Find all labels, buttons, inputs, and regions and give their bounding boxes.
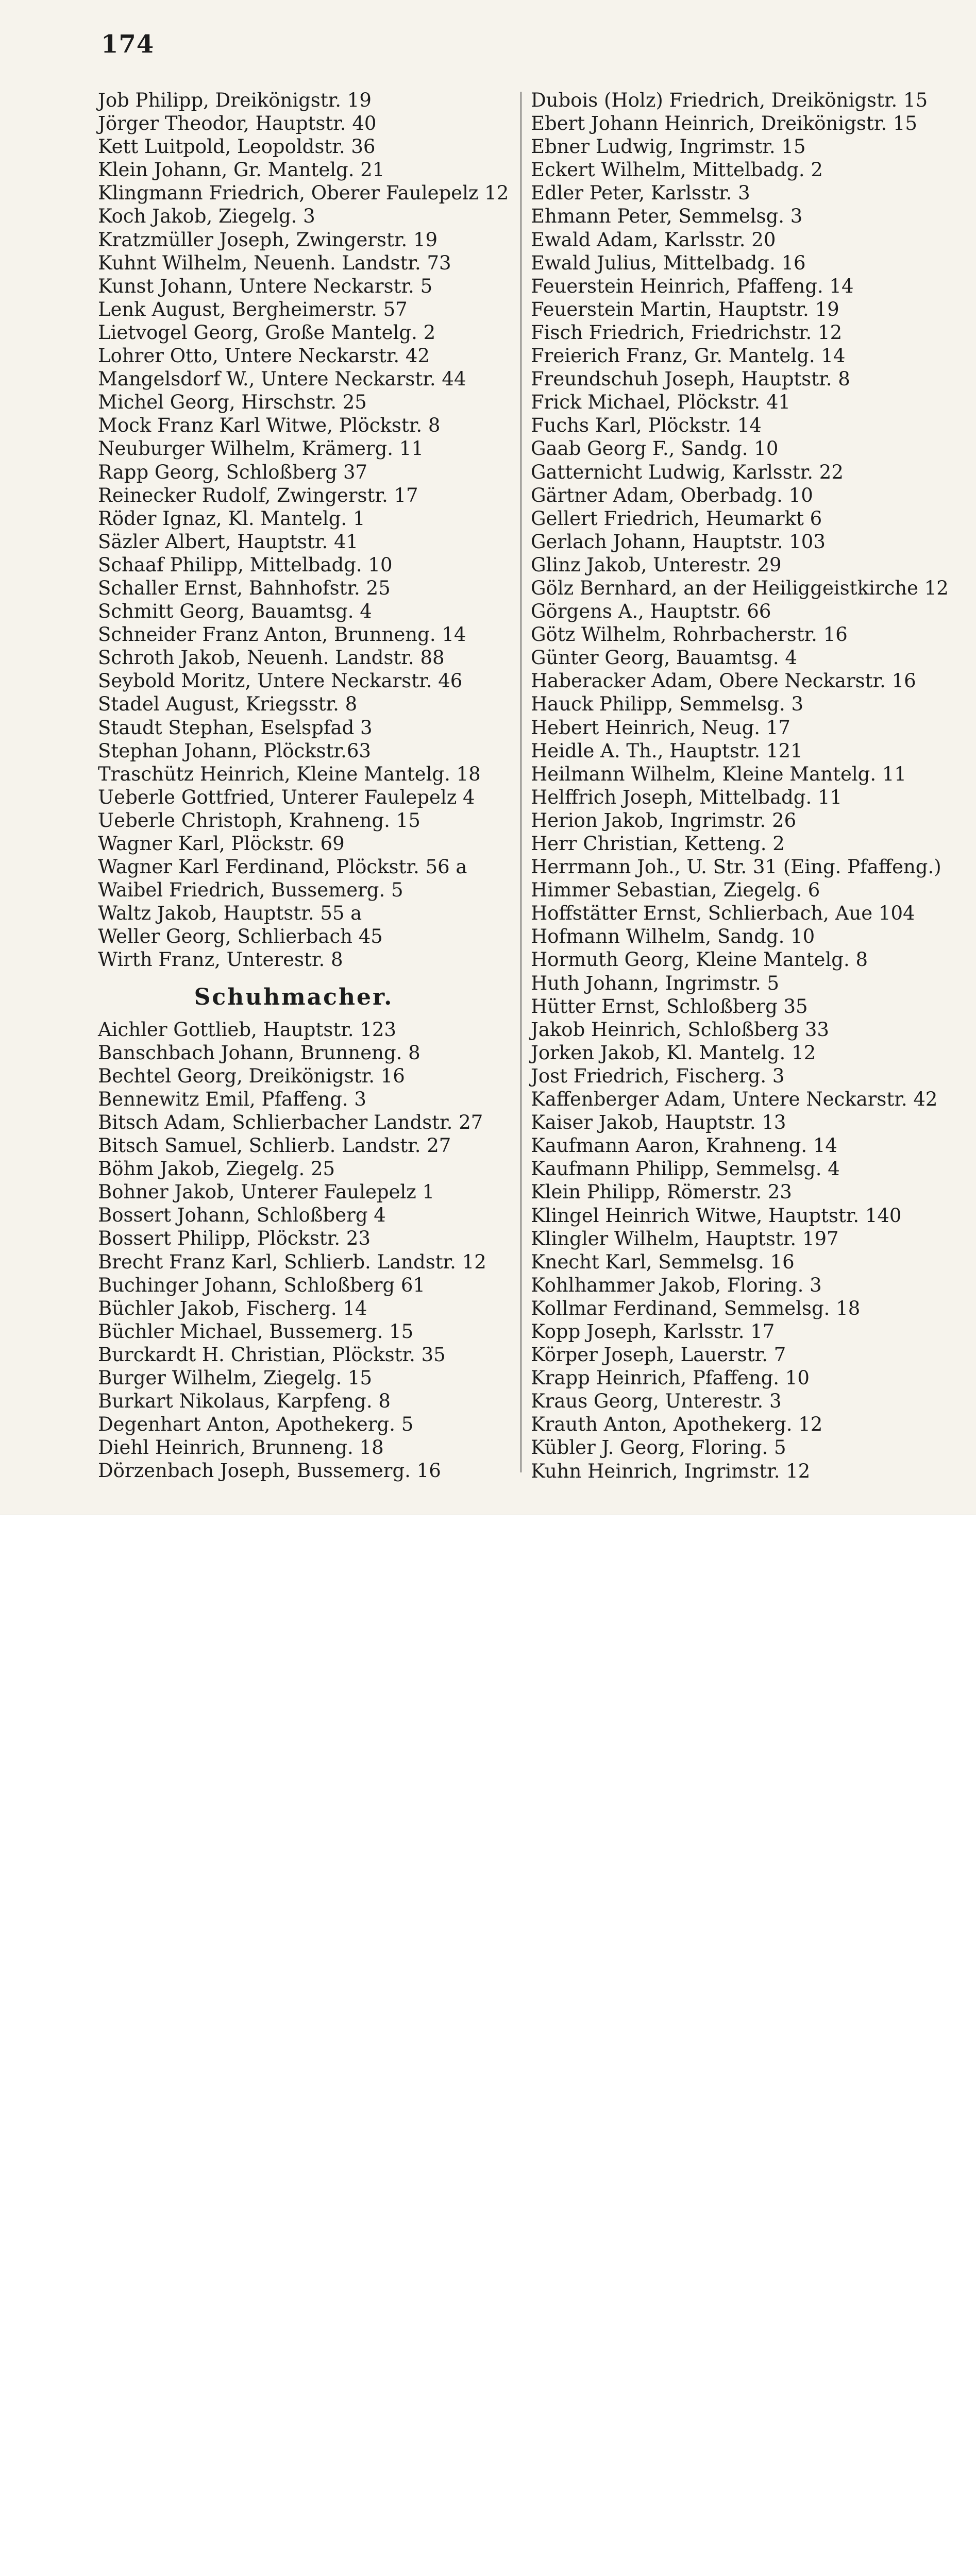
directory-entry: Schroth Jakob, Neuenh. Landstr. 88 [98, 647, 445, 669]
directory-entry: Traschütz Heinrich, Kleine Mantelg. 18 [98, 762, 481, 785]
directory-entry: Rapp Georg, Schloßberg 37 [98, 461, 368, 483]
directory-entry: Jörger Theodor, Hauptstr. 40 [98, 112, 377, 135]
directory-entry: Bitsch Samuel, Schlierb. Landstr. 27 [98, 1134, 451, 1157]
directory-entry: Ewald Adam, Karlsstr. 20 [531, 228, 776, 251]
directory-entry: Weller Georg, Schlierbach 45 [98, 925, 383, 948]
directory-entry: Aichler Gottlieb, Hauptstr. 123 [98, 1018, 396, 1041]
directory-entry: Neuburger Wilhelm, Krämerg. 11 [98, 437, 424, 460]
directory-entry: Heilmann Wilhelm, Kleine Mantelg. 11 [531, 762, 906, 785]
directory-entry: Herr Christian, Ketteng. 2 [531, 833, 785, 855]
directory-entry: Knecht Karl, Semmelsg. 16 [531, 1250, 795, 1273]
directory-entry: Burkart Nikolaus, Karpfeng. 8 [98, 1390, 391, 1413]
directory-entry: Degenhart Anton, Apothekerg. 5 [98, 1413, 414, 1436]
directory-entry: Kuhnt Wilhelm, Neuenh. Landstr. 73 [98, 251, 451, 274]
directory-entry: Klein Philipp, Römerstr. 23 [531, 1181, 792, 1204]
directory-entry: Jakob Heinrich, Schloßberg 33 [531, 1018, 829, 1041]
directory-entry: Kraus Georg, Unterestr. 3 [531, 1390, 782, 1413]
directory-entry: Böhm Jakob, Ziegelg. 25 [98, 1158, 335, 1180]
directory-entry: Gärtner Adam, Oberbadg. 10 [531, 484, 813, 506]
directory-entry: Klingler Wilhelm, Hauptstr. 197 [531, 1227, 839, 1250]
directory-entry: Waltz Jakob, Hauptstr. 55 a [98, 902, 362, 925]
directory-entry: Frick Michael, Plöckstr. 41 [531, 391, 790, 414]
directory-entry: Klein Johann, Gr. Mantelg. 21 [98, 159, 385, 181]
directory-entry: Mock Franz Karl Witwe, Plöckstr. 8 [98, 414, 441, 437]
directory-entry: Stephan Johann, Plöckstr.63 [98, 739, 371, 762]
directory-entry: Herion Jakob, Ingrimstr. 26 [531, 809, 797, 832]
directory-entry: Ebert Johann Heinrich, Dreikönigstr. 15 [531, 112, 917, 135]
directory-entry: Waibel Friedrich, Bussemerg. 5 [98, 879, 403, 902]
directory-entry: Fisch Friedrich, Friedrichstr. 12 [531, 321, 843, 344]
directory-entry: Hebert Heinrich, Neug. 17 [531, 716, 790, 739]
directory-entry: Hofmann Wilhelm, Sandg. 10 [531, 925, 815, 948]
left-entries-top [98, 89, 520, 972]
directory-entry: Wagner Karl Ferdinand, Plöckstr. 56 a [98, 856, 467, 878]
directory-entry: Kaufmann Aaron, Krahneng. 14 [531, 1134, 837, 1157]
section-heading: Schuhmacher. [194, 984, 394, 1010]
directory-entry: Kübler J. Georg, Floring. 5 [531, 1436, 786, 1459]
directory-entry: Schaller Ernst, Bahnhofstr. 25 [98, 577, 391, 599]
directory-entry: Götz Wilhelm, Rohrbacherstr. 16 [531, 623, 848, 646]
directory-entry: Freierich Franz, Gr. Mantelg. 14 [531, 345, 846, 367]
footer-bar [0, 1515, 976, 1590]
directory-entry: Görgens A., Hauptstr. 66 [531, 600, 771, 623]
directory-entry: Lenk August, Bergheimerstr. 57 [98, 298, 408, 320]
directory-entry: Klingmann Friedrich, Oberer Faulepelz 12 [98, 182, 509, 205]
directory-entry: Ebner Ludwig, Ingrimstr. 15 [531, 135, 806, 158]
directory-entry: Kunst Johann, Untere Neckarstr. 5 [98, 275, 433, 297]
directory-entry: Kaiser Jakob, Hauptstr. 13 [531, 1111, 786, 1134]
directory-entry: Mangelsdorf W., Untere Neckarstr. 44 [98, 368, 466, 391]
directory-entry: Gellert Friedrich, Heumarkt 6 [531, 507, 822, 530]
directory-entry: Burckardt H. Christian, Plöckstr. 35 [98, 1343, 446, 1366]
left-column [98, 89, 520, 1482]
directory-entry: Kopp Joseph, Karlsstr. 17 [531, 1320, 775, 1343]
directory-entry: Gölz Bernhard, an der Heiliggeistkirche 12 [531, 577, 949, 599]
directory-entry: Bohner Jakob, Unterer Faulepelz 1 [98, 1181, 435, 1204]
directory-entry: Kratzmüller Joseph, Zwingerstr. 19 [98, 228, 438, 251]
directory-entry: Kuhn Heinrich, Ingrimstr. 12 [531, 1460, 811, 1482]
directory-entry: Hoffstätter Ernst, Schlierbach, Aue 104 [531, 902, 915, 925]
directory-entry: Banschbach Johann, Brunneng. 8 [98, 1041, 420, 1064]
directory-entry: Dubois (Holz) Friedrich, Dreikönigstr. 15 [531, 89, 928, 111]
directory-entry: Hormuth Georg, Kleine Mantelg. 8 [531, 948, 868, 971]
directory-entry: Lietvogel Georg, Große Mantelg. 2 [98, 321, 436, 344]
directory-entry: Schaaf Philipp, Mittelbadg. 10 [98, 553, 393, 576]
directory-entry: Hauck Philipp, Semmelsg. 3 [531, 693, 804, 716]
directory-entry: Edler Peter, Karlsstr. 3 [531, 182, 750, 205]
right-column [531, 89, 964, 1483]
directory-entry: Bossert Philipp, Plöckstr. 23 [98, 1227, 371, 1250]
directory-entry: Kett Luitpold, Leopoldstr. 36 [98, 135, 376, 158]
directory-entry: Herrmann Joh., U. Str. 31 (Eing. Pfaffeng.) [531, 856, 941, 878]
directory-entry: Kaufmann Philipp, Semmelsg. 4 [531, 1158, 840, 1180]
directory-entry: Gerlach Johann, Hauptstr. 103 [531, 530, 826, 553]
directory-entry: Jorken Jakob, Kl. Mantelg. 12 [531, 1041, 816, 1064]
directory-entry: Bechtel Georg, Dreikönigstr. 16 [98, 1064, 405, 1087]
directory-entry: Helffrich Joseph, Mittelbadg. 11 [531, 786, 843, 808]
directory-entry: Wirth Franz, Unterestr. 8 [98, 948, 343, 971]
directory-entry: Wagner Karl, Plöckstr. 69 [98, 833, 345, 855]
directory-entry: Haberacker Adam, Obere Neckarstr. 16 [531, 670, 916, 692]
directory-entry: Himmer Sebastian, Ziegelg. 6 [531, 879, 820, 902]
directory-entry: Koch Jakob, Ziegelg. 3 [98, 205, 315, 228]
directory-entry: Bennewitz Emil, Pfaffeng. 3 [98, 1088, 366, 1110]
directory-entry: Körper Joseph, Lauerstr. 7 [531, 1344, 786, 1366]
directory-entry: Huth Johann, Ingrimstr. 5 [531, 972, 780, 994]
directory-entry: Diehl Heinrich, Brunneng. 18 [98, 1436, 384, 1459]
directory-entry: Hütter Ernst, Schloßberg 35 [531, 995, 808, 1018]
directory-entry: Michel Georg, Hirschstr. 25 [98, 391, 367, 414]
directory-entry: Brecht Franz Karl, Schlierb. Landstr. 12 [98, 1250, 486, 1273]
page-number: 174 [101, 30, 155, 59]
directory-entry: Schmitt Georg, Bauamtsg. 4 [98, 600, 372, 623]
directory-entry: Dörzenbach Joseph, Bussemerg. 16 [98, 1460, 441, 1482]
directory-entry: Heidle A. Th., Hauptstr. 121 [531, 739, 803, 762]
directory-entry: Stadel August, Kriegsstr. 8 [98, 693, 358, 716]
directory-entry: Kollmar Ferdinand, Semmelsg. 18 [531, 1297, 861, 1319]
directory-entry: Jost Friedrich, Fischerg. 3 [531, 1064, 785, 1087]
directory-entry: Buchinger Johann, Schloßberg 61 [98, 1274, 425, 1296]
directory-entry: Klingel Heinrich Witwe, Hauptstr. 140 [531, 1204, 902, 1227]
directory-entry: Ueberle Gottfried, Unterer Faulepelz 4 [98, 786, 475, 808]
directory-entry: Seybold Moritz, Untere Neckarstr. 46 [98, 670, 463, 692]
directory-entry: Feuerstein Martin, Hauptstr. 19 [531, 298, 839, 320]
directory-entry: Säzler Albert, Hauptstr. 41 [98, 530, 359, 553]
directory-entry: Büchler Jakob, Fischerg. 14 [98, 1297, 367, 1319]
directory-entry: Job Philipp, Dreikönigstr. 19 [98, 89, 372, 111]
directory-entry: Glinz Jakob, Unterestr. 29 [531, 553, 782, 576]
directory-entry: Bitsch Adam, Schlierbacher Landstr. 27 [98, 1111, 483, 1133]
directory-entry: Schneider Franz Anton, Brunneng. 14 [98, 623, 466, 646]
left-entries-bottom [98, 1018, 520, 1483]
directory-entry: Feuerstein Heinrich, Pfaffeng. 14 [531, 275, 854, 297]
directory-entry: Ueberle Christoph, Krahneng. 15 [98, 809, 420, 832]
directory-entry: Röder Ignaz, Kl. Mantelg. 1 [98, 507, 365, 530]
directory-entry: Günter Georg, Bauamtsg. 4 [531, 647, 797, 669]
directory-entry: Ehmann Peter, Semmelsg. 3 [531, 205, 803, 228]
directory-entry: Fuchs Karl, Plöckstr. 14 [531, 414, 762, 437]
directory-entry: Lohrer Otto, Untere Neckarstr. 42 [98, 345, 430, 367]
directory-entry: Krauth Anton, Apothekerg. 12 [531, 1413, 823, 1436]
directory-entry: Krapp Heinrich, Pfaffeng. 10 [531, 1367, 810, 1389]
directory-entry: Gaab Georg F., Sandg. 10 [531, 437, 779, 460]
directory-entry: Bossert Johann, Schloßberg 4 [98, 1204, 386, 1227]
directory-entry: Burger Wilhelm, Ziegelg. 15 [98, 1366, 373, 1389]
directory-entry: Büchler Michael, Bussemerg. 15 [98, 1320, 414, 1343]
directory-entry: Kohlhammer Jakob, Floring. 3 [531, 1274, 822, 1296]
directory-entry: Freundschuh Joseph, Hauptstr. 8 [531, 368, 850, 391]
right-entries [531, 89, 964, 1483]
column-divider [520, 92, 521, 1472]
directory-entry: Gatternicht Ludwig, Karlsstr. 22 [531, 461, 844, 483]
directory-entry: Staudt Stephan, Eselspfad 3 [98, 716, 373, 739]
directory-entry: Ewald Julius, Mittelbadg. 16 [531, 251, 806, 274]
directory-entry: Eckert Wilhelm, Mittelbadg. 2 [531, 159, 823, 181]
directory-entry: Kaffenberger Adam, Untere Neckarstr. 42 [531, 1088, 938, 1111]
directory-entry: Reinecker Rudolf, Zwingerstr. 17 [98, 484, 418, 506]
